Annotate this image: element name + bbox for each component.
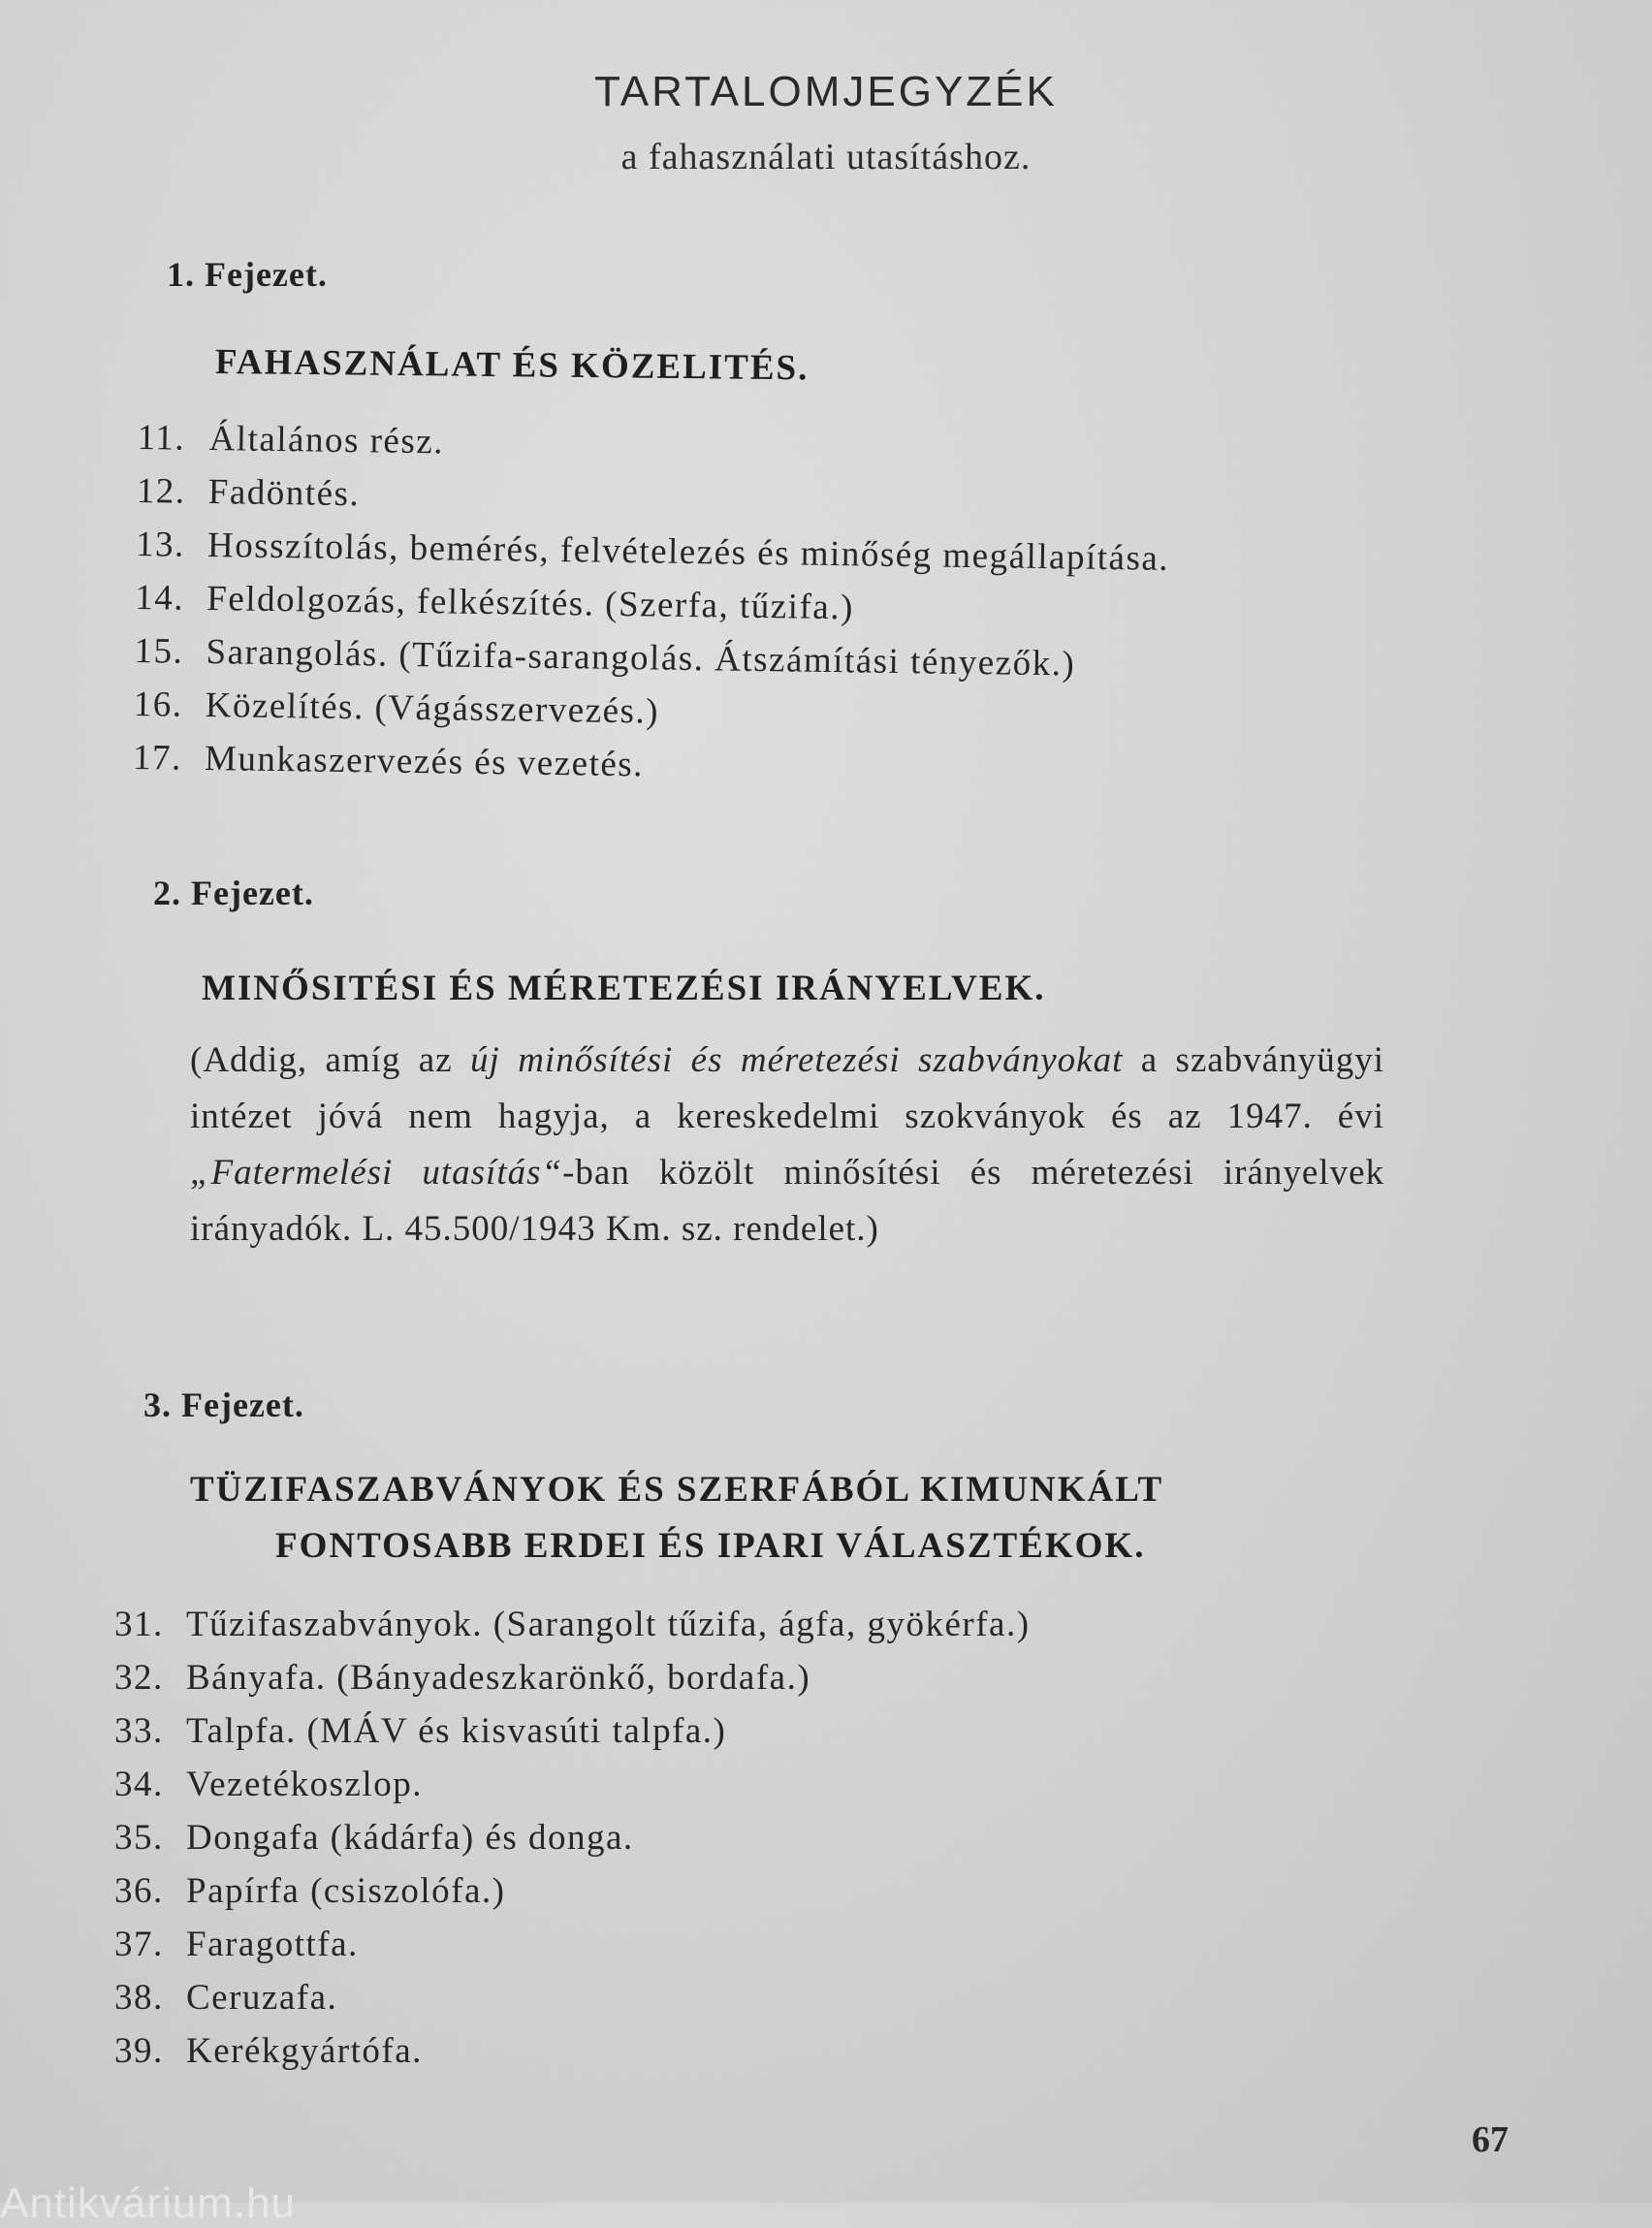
toc-item-text: Munkaszervezés és vezetés.	[204, 739, 645, 785]
toc-item	[114, 1811, 1031, 1864]
note-text: (Addig, amíg az	[190, 1040, 471, 1080]
note-text: -ban közölt minősítési és méretezési irányelvek irányadók. L. 45.500/1943 Km. sz. rendelet.)	[190, 1153, 1384, 1249]
toc-item-text: Talpfa. (MÁV és kisvasúti talpfa.)	[186, 1711, 727, 1751]
note-emphasis: új minősítési és méretezési szabványokat	[470, 1040, 1124, 1080]
toc-item-number: 17.	[132, 737, 183, 779]
chapter-3-heading-line-2: FONTOSABB ERDEI ÉS IPARI VÁLASZTÉKOK.	[275, 1526, 1146, 1566]
note-emphasis: „Fatermelési utasítás“	[190, 1153, 563, 1193]
chapter-1-items	[133, 411, 1171, 799]
toc-item-text: Feldolgozás, felkészítés. (Szerfa, tűzifa.)	[206, 579, 855, 628]
toc-item	[114, 2024, 1031, 2078]
toc-item-text: Sarangolás. (Tűzifa-sarangolás. Átszámítási tényezők.)	[206, 632, 1076, 684]
toc-item-text: Fadöntés.	[207, 472, 361, 515]
toc-item-number: 39.	[114, 2031, 164, 2071]
toc-item-text: Tűzifaszabványok. (Sarangolt tűzifa, ágfa, gyökérfa.)	[186, 1605, 1031, 1644]
toc-item-number: 37.	[114, 1925, 164, 1964]
toc-item-text: Általános rész.	[208, 419, 445, 462]
toc-item-number: 16.	[133, 684, 183, 725]
toc-item-number: 32.	[114, 1658, 164, 1698]
toc-item	[114, 1971, 1031, 2024]
note-text: a szabványügyi intézet jóvá nem hagyja, a kereskedelmi szokványok és az 1947. évi	[190, 1040, 1384, 1136]
chapter-2-heading: MINŐSITÉSI ÉS MÉRETEZÉSI IRÁNYELVEK.	[202, 969, 1046, 1008]
chapter-1-label: 1. Fejezet.	[167, 255, 328, 294]
toc-item	[114, 1704, 1031, 1758]
toc-item-text: Vezetékoszlop.	[186, 1765, 423, 1804]
chapter-2-note	[190, 1033, 1384, 1257]
toc-item-number: 31.	[114, 1605, 164, 1644]
chapter-3-label: 3. Fejezet.	[143, 1385, 304, 1424]
page-subtitle: a fahasználati utasításhoz.	[620, 137, 1032, 177]
toc-item-text: Faragottfa.	[186, 1925, 359, 1964]
chapter-2-label: 2. Fejezet.	[153, 874, 314, 912]
toc-item-number: 12.	[136, 470, 186, 512]
toc-item-text: Hosszítolás, bemérés, felvételezés és minőség megállapítása.	[206, 525, 1170, 579]
toc-item-number: 15.	[134, 630, 184, 672]
toc-item	[114, 1651, 1031, 1704]
toc-item-text: Kerékgyártófa.	[186, 2031, 423, 2071]
chapter-3-heading-line-1: TÜZIFASZABVÁNYOK ÉS SZERFÁBÓL KIMUNKÁLT	[190, 1470, 1164, 1510]
page-number: 67	[1472, 2119, 1509, 2160]
toc-item-number: 11.	[137, 417, 186, 459]
toc-item-number: 34.	[114, 1765, 164, 1804]
toc-item-number: 38.	[114, 1978, 164, 2018]
toc-item-number: 36.	[114, 1871, 164, 1911]
toc-item-text: Ceruzafa.	[186, 1978, 338, 2018]
toc-item-number: 13.	[135, 524, 186, 565]
page-title: TARTALOMJEGYZÉK	[594, 68, 1058, 115]
toc-item	[114, 1864, 1031, 1918]
chapter-1-heading: FAHASZNÁLAT ÉS KÖZELITÉS.	[214, 342, 810, 389]
toc-item-number: 14.	[135, 577, 185, 619]
toc-item-number: 35.	[114, 1818, 164, 1858]
toc-item-number: 33.	[114, 1711, 164, 1751]
watermark: Antikvárium.hu	[0, 2180, 297, 2227]
toc-item	[114, 1758, 1031, 1811]
chapter-3-items	[114, 1598, 1031, 2078]
toc-item-text: Dongafa (kádárfa) és donga.	[186, 1818, 634, 1858]
toc-item-text: Bányafa. (Bányadeszkarönkő, bordafa.)	[186, 1658, 811, 1698]
toc-item-text: Közelítés. (Vágásszervezés.)	[205, 685, 660, 732]
toc-item	[114, 1598, 1031, 1651]
toc-item	[114, 1918, 1031, 1971]
toc-item-text: Papírfa (csiszolófa.)	[186, 1871, 506, 1911]
